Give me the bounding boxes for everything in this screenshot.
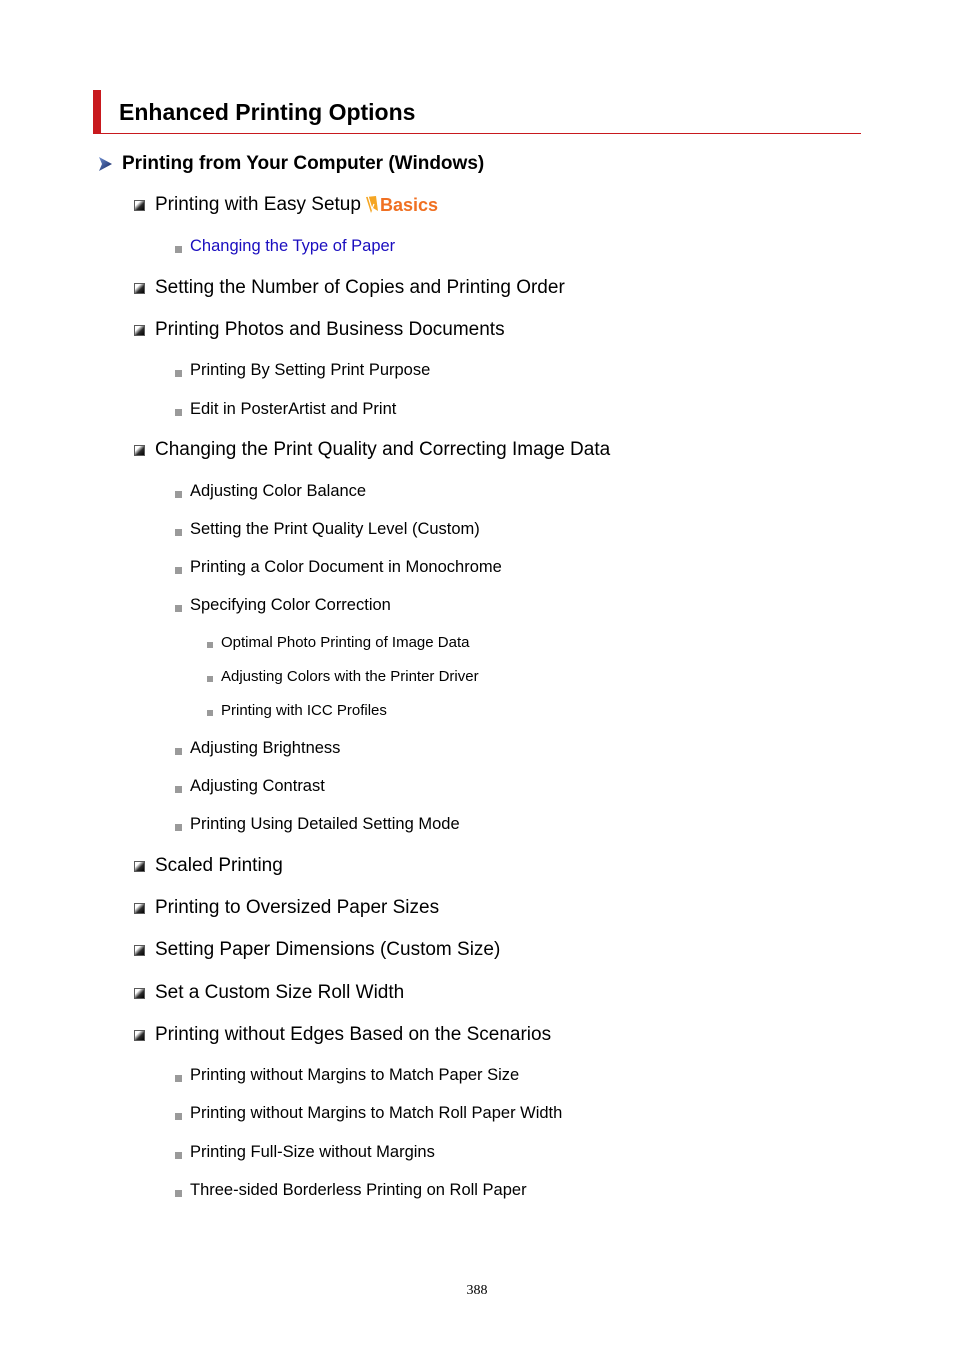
square-bullet-icon <box>175 567 182 574</box>
square-bullet-icon <box>175 246 182 253</box>
page-number: 388 <box>466 1283 488 1298</box>
list-item[interactable] <box>134 897 439 919</box>
item-label: Printing without Edges Based on the Scenarios <box>155 1024 552 1045</box>
square-bullet-icon <box>175 409 182 416</box>
square-bullet-icon <box>134 200 145 211</box>
heading-accent-bar <box>93 90 101 133</box>
list-item[interactable] <box>134 319 505 341</box>
square-bullet-icon <box>175 1152 182 1159</box>
square-bullet-icon <box>175 370 182 377</box>
list-item[interactable] <box>207 634 469 651</box>
list-item[interactable] <box>175 361 430 380</box>
list-item[interactable] <box>175 739 340 758</box>
item-label: Printing to Oversized Paper Sizes <box>155 897 440 918</box>
item-label: Printing without Margins to Match Roll Paper Width <box>190 1104 563 1122</box>
item-label: Three-sided Borderless Printing on Roll Paper <box>190 1181 527 1199</box>
item-label: Printing Using Detailed Setting Mode <box>190 815 460 833</box>
item-label: Printing By Setting Print Purpose <box>190 361 431 379</box>
square-bullet-icon <box>207 710 213 716</box>
square-bullet-icon <box>134 861 145 872</box>
section-title: Printing from Your Computer (Windows) <box>122 153 485 174</box>
page-title: Enhanced Printing Options <box>119 99 416 125</box>
square-bullet-icon <box>175 1113 182 1120</box>
square-bullet-icon <box>207 642 213 648</box>
item-label: Setting the Number of Copies and Printing Order <box>155 277 565 298</box>
list-item[interactable] <box>134 439 610 461</box>
basics-bookmark-icon <box>365 195 379 215</box>
square-bullet-icon <box>134 945 145 956</box>
changing-paper-type-link[interactable]: Changing the Type of Paper <box>190 237 396 255</box>
item-label: Set a Custom Size Roll Width <box>155 982 405 1003</box>
square-bullet-icon <box>175 529 182 536</box>
square-bullet-icon <box>134 988 145 999</box>
item-label: Changing the Print Quality and Correcting Image Data <box>155 439 611 460</box>
item-label: Adjusting Brightness <box>190 739 341 757</box>
square-bullet-icon <box>175 824 182 831</box>
item-label: Printing Full-Size without Margins <box>190 1143 435 1161</box>
square-bullet-icon <box>175 491 182 498</box>
square-bullet-icon <box>134 283 145 294</box>
square-bullet-icon <box>175 1075 182 1082</box>
list-item[interactable] <box>175 815 460 834</box>
list-item[interactable] <box>175 482 366 501</box>
list-item[interactable] <box>175 520 480 539</box>
item-label: Printing Photos and Business Documents <box>155 319 505 340</box>
square-bullet-icon <box>207 676 213 682</box>
list-item[interactable] <box>175 558 502 577</box>
item-label: Optimal Photo Printing of Image Data <box>221 634 470 651</box>
square-bullet-icon <box>175 1190 182 1197</box>
item-label: Printing without Margins to Match Paper Size <box>190 1066 520 1084</box>
square-bullet-icon <box>175 786 182 793</box>
section-arrow-icon <box>97 156 113 172</box>
item-label: Specifying Color Correction <box>190 596 391 614</box>
square-bullet-icon <box>175 748 182 755</box>
list-item[interactable] <box>134 1024 551 1046</box>
item-label: Printing with Easy Setup <box>155 194 361 215</box>
list-item[interactable] <box>134 939 500 961</box>
item-label: Setting Paper Dimensions (Custom Size) <box>155 939 501 960</box>
list-item[interactable] <box>134 855 283 877</box>
item-label: Adjusting Color Balance <box>190 482 367 500</box>
list-item[interactable] <box>175 237 395 256</box>
list-item[interactable] <box>207 668 479 685</box>
list-item[interactable] <box>175 596 391 615</box>
list-item[interactable] <box>134 982 404 1004</box>
basics-badge <box>365 195 438 216</box>
list-item[interactable] <box>134 277 565 299</box>
list-item[interactable] <box>134 194 438 216</box>
list-item[interactable] <box>175 1104 562 1123</box>
list-item[interactable] <box>175 400 396 419</box>
item-label: Printing with ICC Profiles <box>221 702 387 719</box>
item-label: Scaled Printing <box>155 855 283 876</box>
page-heading-block <box>93 90 861 134</box>
item-label: Adjusting Colors with the Printer Driver <box>221 668 479 685</box>
square-bullet-icon <box>175 605 182 612</box>
item-label: Setting the Print Quality Level (Custom) <box>190 520 480 538</box>
section-header <box>97 152 484 176</box>
list-item[interactable] <box>175 1181 527 1200</box>
list-item[interactable] <box>175 1066 519 1085</box>
square-bullet-icon <box>134 325 145 336</box>
square-bullet-icon <box>134 1030 145 1041</box>
list-item[interactable] <box>175 777 325 796</box>
item-label: Adjusting Contrast <box>190 777 325 795</box>
list-item[interactable] <box>207 702 387 719</box>
square-bullet-icon <box>134 903 145 914</box>
basics-label: Basics <box>379 194 438 215</box>
item-label: Edit in PosterArtist and Print <box>190 400 397 418</box>
list-item[interactable] <box>175 1143 435 1162</box>
item-label: Printing a Color Document in Monochrome <box>190 558 502 576</box>
square-bullet-icon <box>134 445 145 456</box>
